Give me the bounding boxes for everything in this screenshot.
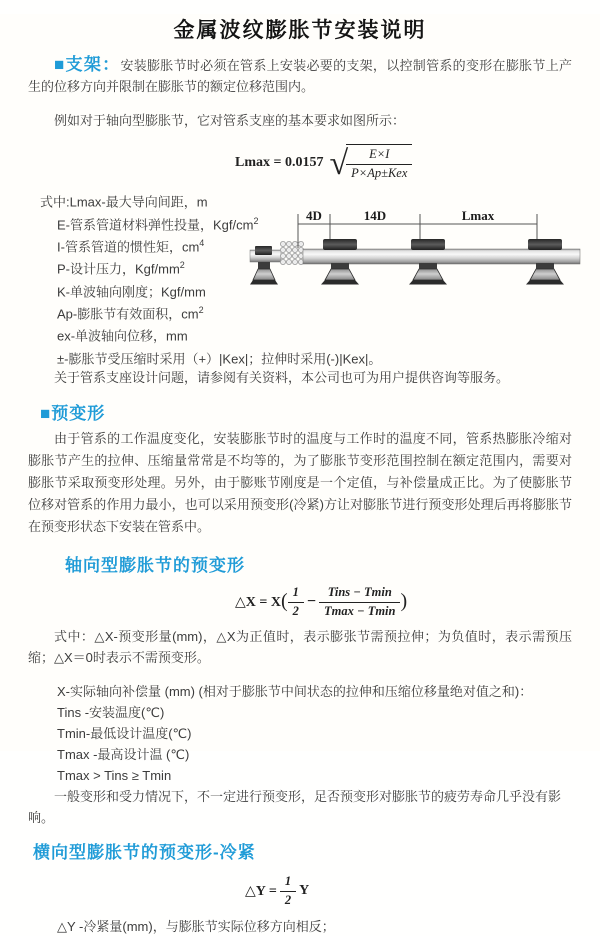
left-paren: ( <box>280 589 288 612</box>
axial-explain-paragraph: 式中：△X-预变形量(mm)，△X为正值时，表示膨张节需预拉伸；为负值时，表示需预压缩；△X＝0时表示不需预变形。 <box>28 629 572 666</box>
axial-line: Tmin-最低设计温度(℃) <box>57 726 192 742</box>
section-heading-support: ■支架： <box>54 55 121 74</box>
pipe <box>303 249 580 264</box>
formula-lateral-rhs: Y <box>299 883 310 899</box>
var-line: I-管系管道的惯性矩，$cm^4$ <box>57 237 205 255</box>
right-paren: ) <box>400 589 408 612</box>
var-line: Ap-膨胀节有效面积，$cm^2$ <box>57 304 204 322</box>
axial-line: Tmax > Tins ≥ Tmin <box>57 768 172 784</box>
subsection-heading-lateral: 横向型膨胀节的预变形-冷紧 <box>33 843 256 863</box>
support-example-line: 例如对于轴向型膨胀节，它对管系支座的基本要求如图所示： <box>54 113 406 128</box>
dim-label-14d: 14D <box>363 208 387 223</box>
fraction-temperature: $\frac{\text{Tins − Tmin}}{Tmax - Tmin}$ <box>319 585 400 619</box>
formula-lmax-lhs: Lmax = 0.0157 <box>235 154 324 170</box>
fraction <box>346 147 412 181</box>
pipe-support-diagram <box>250 206 600 306</box>
var-line: K-单波轴向刚度；Kgf/mm <box>57 283 206 299</box>
document-page <box>0 14 600 935</box>
minus-operator: − <box>306 593 317 610</box>
axial-line: 一般变形和受力情况下，不一定进行预变形，足否预变形对膨胀节的疲劳寿命几乎没有影响。 <box>28 789 562 826</box>
var-line: 式中:Lmax-最大导向间距，m <box>40 194 208 210</box>
page-title: 金属波纹膨胀节安装说明 <box>173 19 427 42</box>
dim-label-lmax: Lmax <box>461 208 495 223</box>
section-heading-predeform: ■预变形 <box>40 403 106 423</box>
support-note-line: 关于管系支座设计问题，请参阅有关资料，本公司也可为用户提供咨询等服务。 <box>54 369 510 385</box>
support-intro-text: 安装膨胀节时必须在管系上安装必要的支架，以控制管系的变形在膨胀节上产生的位移方向并限制在膨胀节的额定位移范围内。 <box>28 58 572 94</box>
fraction-numerator: E×I <box>346 147 412 165</box>
anchor-support <box>250 246 281 285</box>
subsection-heading-axial: 轴向型膨胀节的预变形 <box>65 555 245 575</box>
support-paragraph <box>28 54 572 97</box>
sqrt-radicand <box>346 144 412 181</box>
var-line-plusminus: ±-膨胀节受压缩时采用（+）|Kex|；拉伸时采用(-)|Kex|。 <box>57 350 382 366</box>
formula-lmax <box>235 144 572 181</box>
var-line: ex-单波轴向位移，mm <box>57 328 188 344</box>
var-line: P-设计压力，Kgf/$mm^2$ <box>57 260 185 277</box>
predeform-paragraph: 由于管系的工作温度变化，安装膨胀节时的温度与工作时的温度不同，管系热膨胀冷缩对膨胀节产生的拉伸、压缩量常常是不均等的，为了膨胀节变形范围控制在额定范围内，需要对膨胀节采取预变形处理。另外，由于膨账节刚度是一个定值，与补偿量成正比。为了使膨胀节位移对管系的作用力最小，也可以采用预变形(冷紧)方让对膨胀节进行预变形处理后再将膨胀节在预变形状态下安装在管系中。 <box>28 430 572 534</box>
dim-label-4d: 4D <box>306 208 322 223</box>
formula-axial-lhs: △X = X <box>235 594 281 610</box>
fraction-half: $\frac{1}{2}$ <box>288 585 304 619</box>
sqrt-radical-sign: √ <box>329 144 349 182</box>
axial-line: Tins -安装温度(℃) <box>57 705 165 721</box>
lateral-note-line: △Y -冷紧量(mm)，与膨胀节实际位移方向相反； <box>57 919 335 935</box>
fraction-half: $\frac{1}{2}$ <box>280 874 296 908</box>
fraction-denominator: P×Ap±Kex <box>351 165 408 180</box>
axial-definition-lines <box>28 681 572 828</box>
axial-line: Tmax -最高设计温 (℃) <box>57 747 190 763</box>
formula-axial <box>235 585 572 619</box>
formula-lateral-lhs: △Y = <box>245 883 277 899</box>
axial-line: X-实际轴向补偿量 (mm) (相对于膨胀节中间状态的拉伸和压缩位移量绝对值之和)： <box>57 684 533 700</box>
formula-lateral <box>245 874 572 908</box>
bellows-icon <box>280 241 303 264</box>
var-line: E-管系管道材料弹性投量，Kgf/$cm^2$ <box>57 215 259 232</box>
